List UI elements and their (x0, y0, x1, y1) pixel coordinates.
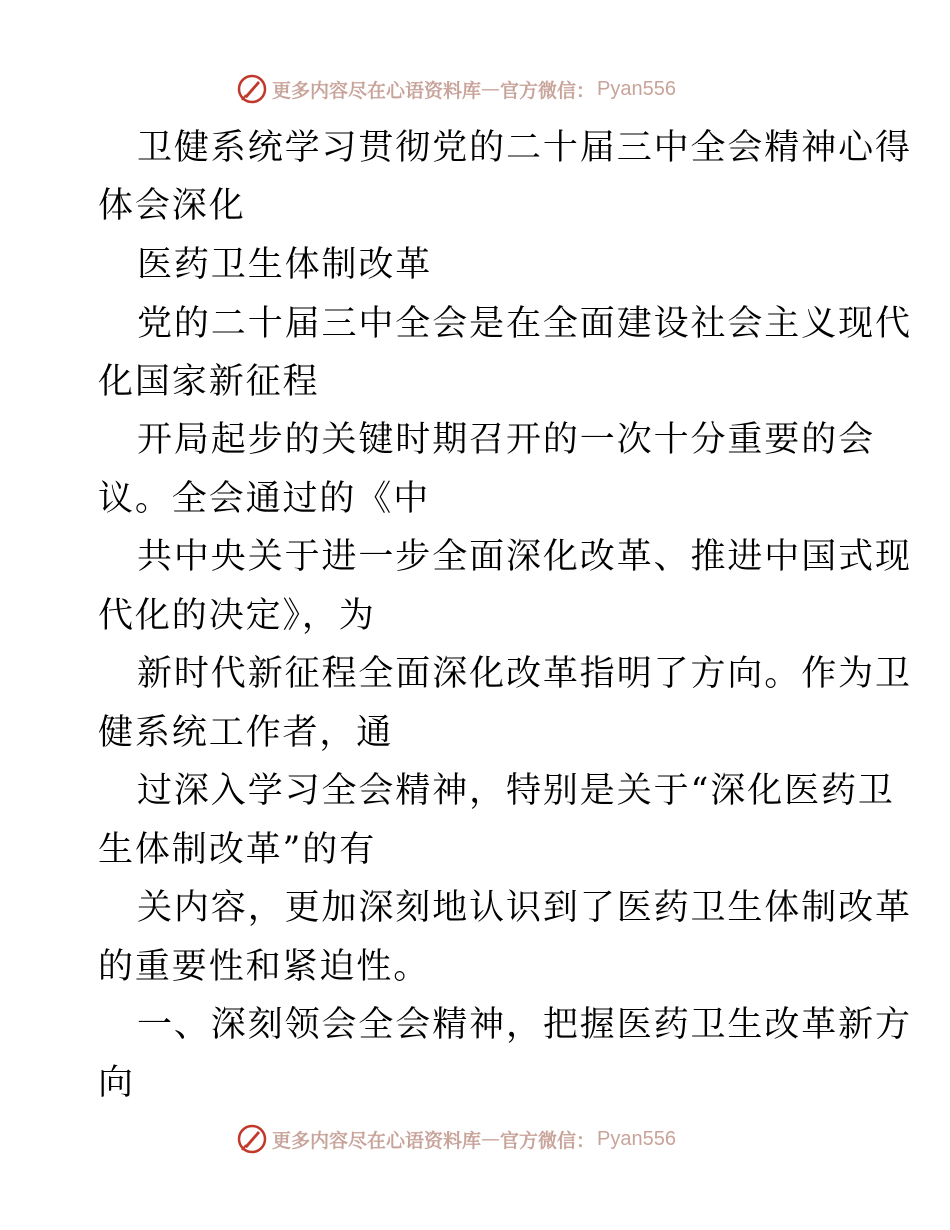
text-line: 向 (98, 1063, 135, 1103)
text-line: 生体制改革”的有 (98, 830, 377, 870)
text-line: 健系统工作者，通 (98, 713, 394, 753)
text-line: 代化的决定》，为 (98, 596, 376, 636)
text-line: 议。全会通过的《中 (98, 479, 431, 519)
header-watermark (236, 72, 676, 106)
text-line: 的重要性和紧迫性。 (98, 947, 431, 987)
text-line: 开局起步的关键时期召开的一次十分重要的会 (137, 420, 876, 460)
text-line: 新时代新征程全面深化改革指明了方向。作为卫 (137, 654, 912, 694)
text-line: 体会深化 (98, 186, 246, 226)
quill-logo-icon (236, 73, 268, 105)
watermark-separator: — (481, 78, 501, 100)
text-line: 卫健系统学习贯彻党的二十届三中全会精神心得 (137, 128, 912, 168)
text-line: 关内容，更加深刻地认识到了医药卫生体制改革 (137, 888, 912, 928)
watermark-account-id: Pyan556 (597, 1127, 676, 1150)
watermark-separator: — (481, 1128, 501, 1150)
text-line: 医药卫生体制改革 (137, 245, 433, 285)
watermark-official-label: 官方微信： (500, 79, 596, 102)
watermark-account-id: Pyan556 (597, 77, 676, 100)
watermark-official-label: 官方微信： (500, 1129, 596, 1152)
footer-watermark (236, 1122, 676, 1156)
text-line: 化国家新征程 (98, 362, 320, 402)
watermark-main-text: 更多内容尽在心语资料库 (272, 1129, 482, 1152)
text-line: 党的二十届三中全会是在全面建设社会主义现代 (137, 304, 912, 344)
text-line: 过深入学习全会精神，特别是关于“深化医药卫 (137, 771, 895, 811)
text-line: 共中央关于进一步全面深化改革、推进中国式现 (137, 537, 912, 577)
text-line: 一、深刻领会全会精神，把握医药卫生改革新方 (137, 1005, 912, 1045)
watermark-main-text: 更多内容尽在心语资料库 (272, 79, 482, 102)
quill-logo-icon (236, 1123, 268, 1155)
